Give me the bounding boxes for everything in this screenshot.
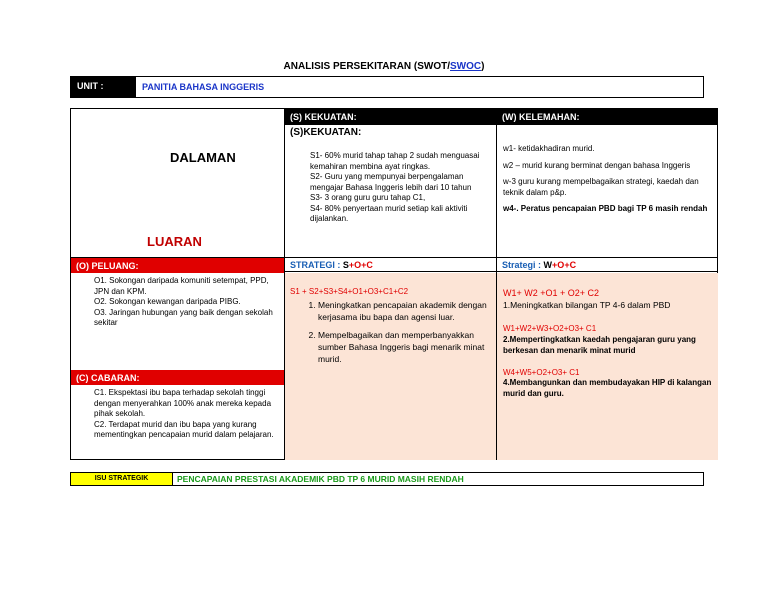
so-o: O [354,260,362,270]
opportunity-item: O3. Jaringan hubungan yang baik dengan sekolah sekitar [94,307,273,327]
opportunity-item: O1. Sokongan daripada komuniti setempat, PPD, JPN dan KPM. [94,276,269,296]
swoc-link[interactable]: SWOC [450,61,482,72]
opportunities-list [94,276,280,329]
wo-formula-3: W4+W5+O2+O3+ C1 [503,368,580,377]
unit-label: UNIT : [71,77,135,97]
so-list [304,299,490,365]
so-plus-1: + [348,260,355,270]
wo-item-3: 4.Membangunkan dan membudayakan HIP di kalangan murid dan guru. [503,378,712,398]
page-title [0,61,768,72]
dalaman-label: DALAMAN [170,150,236,165]
so-plus-2: + [361,260,367,270]
strengths-list [310,151,492,225]
luaran-label: LUARAN [147,234,202,249]
isu-strategik-value: PENCAPAIAN PRESTASI AKADEMIK PBD TP 6 MURID MASIH RENDAH [177,474,464,484]
wo-item-2: 2.Mempertingkatkan kaedah pengajaran guru yang berkesan dan menarik minat murid [503,335,696,355]
title-suffix: ) [481,61,485,72]
challenge-item: C1. Ekspektasi ibu bapa terhadap sekolah tinggi dengan menyerahkan 100% anak mereka kepada pihak sekolah. [94,388,272,418]
so-c: C [366,260,373,270]
challenge-item: C2. Terdapat murid dan ibu bapa yang kurang mementingkan pencapaian murid dalam pelajaran. [94,419,274,439]
so-item: 2. Mempelbagaikan dan memperbanyakkan sumber Bahasa Inggeris bagi menarik minat murid. [318,329,490,365]
wo-list [503,288,713,399]
weakness-item: w2 – murid kurang berminat dengan bahasa Inggeris [503,160,691,170]
weakness-item: w1- ketidakhadiran murid. [503,144,595,153]
so-strategy-header [285,258,496,272]
strength-item: S3- 3 orang guru guru tahap C1, [310,193,426,202]
wo-item-1: 1.Meningkatkan bilangan TP 4-6 dalam PBD [503,300,671,310]
strength-item: S2- Guru yang mempunyai berpengalaman mengajar Bahasa Inggeris lebih dari 10 tahun [310,172,472,192]
wo-formula-2: W1+W2+W3+O2+O3+ C1 [503,324,597,333]
wo-c: C [569,260,577,270]
weakness-item: w4-. Peratus pencapaian PBD bagi TP 6 masih rendah [503,204,708,213]
isu-strategik-label: ISU STRATEGIK [71,473,173,485]
so-item: 1. Meningkatkan pencapaian akademik dengan kerjasama ibu bapa dan agensi luar. [318,299,490,323]
challenges-list [94,388,280,441]
strengths-subheader: (S)KEKUATAN: [290,127,362,138]
wo-strategy-header [497,258,718,272]
so-s: S [342,260,349,270]
wo-plus-2: + [564,260,570,270]
wo-plus-1: + [552,260,558,270]
wo-label: Strategi : [502,260,542,270]
opportunities-header: (O) PELUANG: [71,258,284,273]
unit-value: PANITIA BAHASA INGGERIS [142,82,265,92]
strength-item: S4- 80% penyertaan murid setiap kali aktiviti dijalankan. [310,203,468,223]
so-label: STRATEGI : [290,260,341,270]
opportunity-item: O2. Sokongan kewangan daripada PIBG. [94,297,241,306]
so-formula: S1 + S2+S3+S4+O1+O3+C1+C2 [290,287,409,296]
title-prefix: ANALISIS PERSEKITARAN (SWOT/ [283,61,451,72]
wo-o: O [557,260,565,270]
strengths-header: (S) KEKUATAN: [285,109,496,125]
wo-w: W [543,260,553,270]
challenges-header: (C) CABARAN: [71,370,284,385]
weaknesses-list [503,144,713,215]
wo-formula-1: W1+ W2 +O1 + O2+ C2 [503,288,600,298]
strength-item: S1- 60% murid tahap tahap 2 sudah menguasai kemahiran membina ayat ringkas. [310,151,480,171]
weakness-item: w-3 guru kurang mempelbagaikan strategi, kaedah dan teknik dalam p&p. [503,177,699,197]
weaknesses-header: (W) KELEMAHAN: [497,109,717,125]
